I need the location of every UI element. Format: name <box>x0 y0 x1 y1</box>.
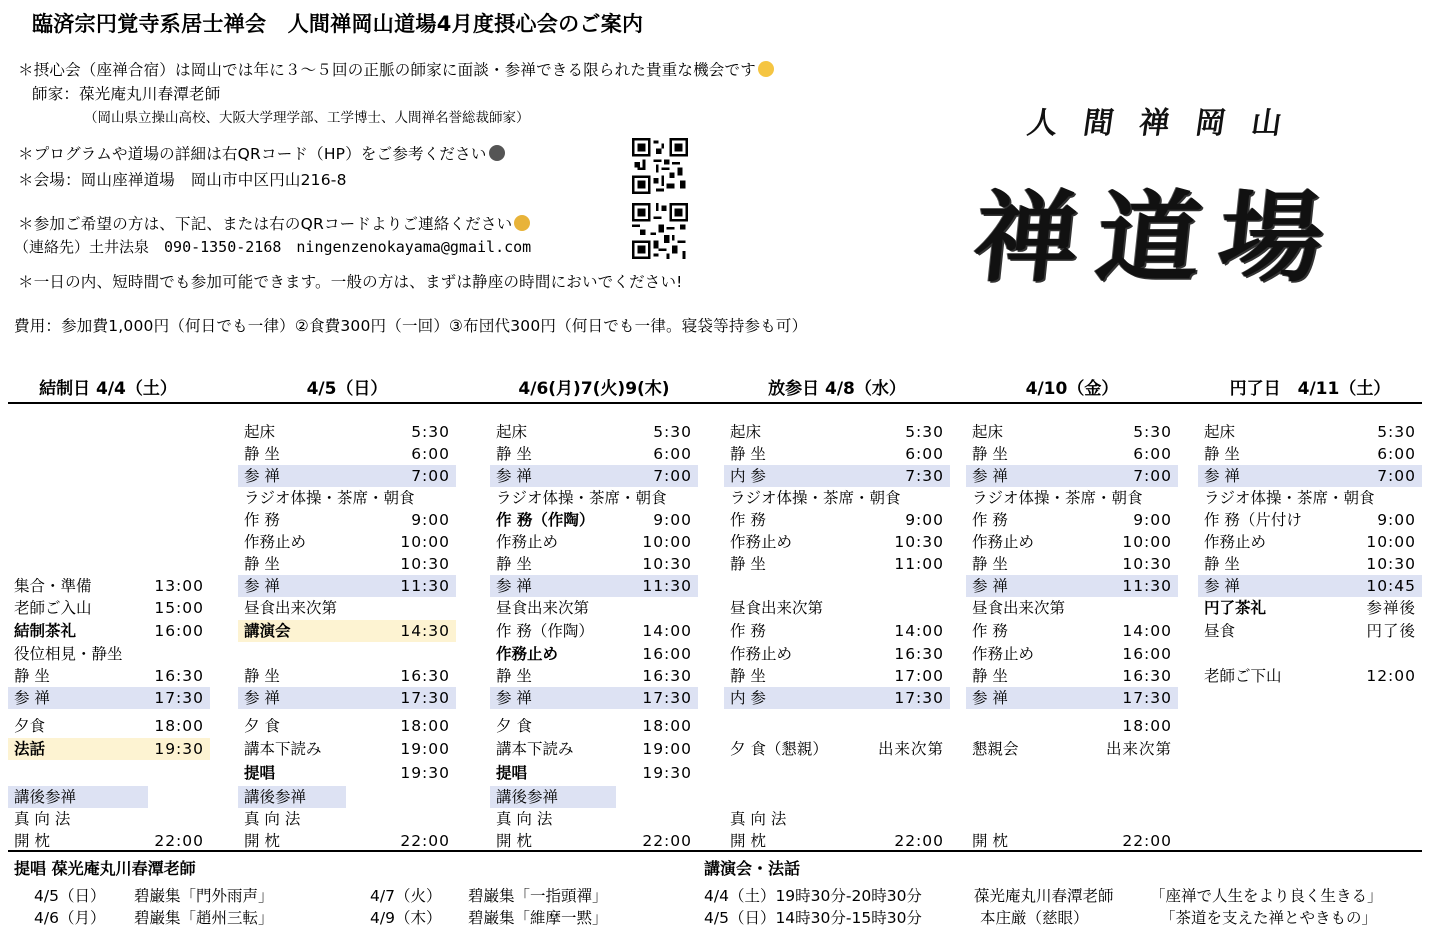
schedule-row <box>966 531 1178 553</box>
schedule-header-day6: 円了日 4/11（土） <box>1229 379 1391 399</box>
schedule-row <box>966 830 1178 852</box>
schedule-time: 10:00 <box>1366 533 1416 551</box>
schedule-activity: 作 務（作陶） <box>496 622 594 640</box>
schedule-time: 出来次第 <box>1105 740 1172 758</box>
schedule-row <box>238 786 346 808</box>
schedule-time: 19:30 <box>642 764 692 782</box>
schedule-time: 12:00 <box>1366 667 1416 685</box>
schedule-activity: 開 枕 <box>972 832 1008 850</box>
schedule-time: 11:30 <box>1122 577 1172 595</box>
schedule-time: 5:30 <box>411 423 450 441</box>
schedule-activity: 静 坐 <box>244 555 280 573</box>
info-line-contact-details: （連絡先）土井法泉 090-1350-2168 ningenzenokayama@gmail.com <box>14 238 532 256</box>
info-line-profile: （岡山県立操山高校、大阪大学理学部、工学博士、人間禅名誉総裁師家） <box>84 110 530 126</box>
schedule-activity: ラジオ体操・茶席・朝食 <box>1204 489 1375 507</box>
schedule-activity: 夕 食 <box>244 717 280 735</box>
schedule-row <box>8 715 210 737</box>
schedule-row <box>724 665 950 687</box>
schedule-header-day4: 放参日 4/8（水） <box>768 379 906 399</box>
schedule-row <box>1198 665 1422 687</box>
schedule-time: 16:30 <box>154 667 204 685</box>
schedule-time: 17:00 <box>894 667 944 685</box>
schedule-activity: 起床 <box>730 423 762 441</box>
schedule-row <box>490 597 698 619</box>
schedule-time: 9:00 <box>411 511 450 529</box>
schedule-time: 5:30 <box>1377 423 1416 441</box>
schedule-time: 10:00 <box>642 533 692 551</box>
schedule-activity: ラジオ体操・茶席・朝食 <box>730 489 901 507</box>
schedule-time: 10:30 <box>894 533 944 551</box>
schedule-row <box>724 421 950 443</box>
schedule-row <box>490 762 698 784</box>
schedule-row <box>8 665 210 687</box>
schedule-time: 7:30 <box>905 467 944 485</box>
schedule-row <box>238 808 456 830</box>
schedule-top-rule <box>8 402 1422 404</box>
schedule-row <box>238 531 456 553</box>
schedule-activity: 作務止め <box>730 645 793 663</box>
schedule-time: 17:30 <box>1122 689 1172 707</box>
lecture-date: 4/5（日）14時30分-15時30分 <box>704 909 922 927</box>
schedule-activity: 昼食出来次第 <box>496 599 590 617</box>
schedule-row <box>8 786 148 808</box>
schedule-row <box>8 597 210 619</box>
schedule-activity: 内 参 <box>730 689 766 707</box>
schedule-time: 22:00 <box>894 832 944 850</box>
schedule-time: 17:30 <box>400 689 450 707</box>
schedule-time: 22:00 <box>642 832 692 850</box>
schedule-activity: 昼食出来次第 <box>244 599 338 617</box>
schedule-row <box>966 738 1178 760</box>
schedule-activity: 参 禅 <box>244 467 280 485</box>
info-text: ＊摂心会（座禅合宿）は岡山では年に３～５回の正脈の師家に面談・参禅できる限られた貴重な機会です <box>18 61 756 79</box>
schedule-time: 出来次第 <box>877 740 944 758</box>
schedule-row <box>238 509 456 531</box>
schedule-row <box>966 553 1178 575</box>
schedule-row <box>966 620 1178 642</box>
schedule-row <box>724 487 950 509</box>
teisho-date: 4/9（木） <box>370 909 442 927</box>
schedule-time: 5:30 <box>905 423 944 441</box>
teisho-text: 碧巌集「趙州三転」 <box>134 909 274 927</box>
raised-hands-icon <box>758 61 774 77</box>
schedule-activity: 静 坐 <box>1204 445 1240 463</box>
dojo-calligraphy-logo <box>968 92 1368 296</box>
schedule-row <box>8 738 210 760</box>
schedule-activity: 作務止め <box>244 533 307 551</box>
schedule-activity: 参 禅 <box>496 689 532 707</box>
schedule-time: 16:30 <box>1122 667 1172 685</box>
schedule-activity: 静 坐 <box>244 445 280 463</box>
schedule-time: 19:00 <box>642 740 692 758</box>
schedule-time: 18:00 <box>400 717 450 735</box>
schedule-activity: 静 坐 <box>972 445 1008 463</box>
schedule-activity: 静 坐 <box>14 667 50 685</box>
schedule-activity: 夕食 <box>14 717 46 735</box>
schedule-activity: 静 坐 <box>244 667 280 685</box>
schedule-activity: 作 務 <box>730 622 766 640</box>
schedule-header-day3: 4/6(月)7(火)9(木) <box>518 379 670 399</box>
schedule-time: 14:00 <box>642 622 692 640</box>
schedule-row <box>490 509 698 531</box>
schedule-row <box>238 715 456 737</box>
schedule-time: 17:30 <box>154 689 204 707</box>
schedule-activity: 静 坐 <box>972 667 1008 685</box>
schedule-activity: 参 禅 <box>496 577 532 595</box>
schedule-row <box>724 620 950 642</box>
schedule-row <box>238 620 456 642</box>
schedule-activity: 参 禅 <box>1204 577 1240 595</box>
teisho-text: 碧巌集「門外雨声」 <box>134 887 274 905</box>
schedule-activity: 講本下読み <box>244 740 322 758</box>
teisho-date: 4/6（月） <box>34 909 106 927</box>
schedule-row <box>724 597 950 619</box>
schedule-row <box>1198 575 1422 597</box>
schedule-time: 10:30 <box>642 555 692 573</box>
schedule-activity: 参 禅 <box>1204 467 1240 485</box>
lecture-topic: 「茶道を支えた禅とやきもの」 <box>1160 909 1378 927</box>
schedule-row <box>1198 553 1422 575</box>
schedule-row <box>490 830 698 852</box>
schedule-row <box>1198 465 1422 487</box>
schedule-row <box>966 443 1178 465</box>
schedule-row <box>490 575 698 597</box>
contact-qr-code[interactable] <box>632 203 688 259</box>
schedule-activity: 役位相見・静坐 <box>14 645 123 663</box>
schedule-activity: 老師ご入山 <box>14 599 92 617</box>
schedule-row <box>490 465 698 487</box>
schedule-activity: 静 坐 <box>972 555 1008 573</box>
info-line-shike: 師家：葆光庵丸川春潭老師 <box>32 85 221 103</box>
lecture-date: 4/4（土）19時30分-20時30分 <box>704 887 922 905</box>
schedule-time: 10:45 <box>1366 577 1416 595</box>
schedule-row <box>490 620 698 642</box>
schedule-row <box>966 465 1178 487</box>
schedule-time: 17:30 <box>642 689 692 707</box>
lecture-heading: 講演会・法話 <box>704 859 801 878</box>
schedule-time: 6:00 <box>905 445 944 463</box>
schedule-row <box>490 665 698 687</box>
schedule-row <box>1198 443 1422 465</box>
schedule-activity: 集合・準備 <box>14 577 92 595</box>
schedule-activity: 真 向 法 <box>496 810 553 828</box>
schedule-time: 11:30 <box>642 577 692 595</box>
lecture-speaker: 本庄厳（慈眼） <box>980 909 1089 927</box>
schedule-activity: 懇親会 <box>972 740 1019 758</box>
schedule-activity: 作務止め <box>972 533 1035 551</box>
schedule-row <box>490 786 616 808</box>
teisho-date: 4/5（日） <box>34 887 106 905</box>
schedule-time: 16:30 <box>894 645 944 663</box>
schedule-time: 22:00 <box>400 832 450 850</box>
schedule-time: 10:30 <box>400 555 450 573</box>
schedule-activity: 開 枕 <box>730 832 766 850</box>
schedule-time: 15:00 <box>154 599 204 617</box>
schedule-row <box>238 762 456 784</box>
schedule-activity: 作 務 <box>244 511 280 529</box>
schedule-row <box>724 830 950 852</box>
schedule-activity: 静 坐 <box>496 555 532 573</box>
schedule-time: 19:30 <box>154 740 204 758</box>
schedule-time: 17:30 <box>894 689 944 707</box>
schedule-row <box>238 553 456 575</box>
schedule-activity: 参 禅 <box>496 467 532 485</box>
schedule-activity: 昼食出来次第 <box>972 599 1066 617</box>
lecture-speaker: 葆光庵丸川春潭老師 <box>974 887 1114 905</box>
info-line-fees: 費用：参加費1,000円（何日でも一律）②食費300円（一回）③布団代300円（何日でも一律。寝袋等持参も可） <box>14 317 808 335</box>
schedule-time: 13:00 <box>154 577 204 595</box>
logo-subtitle: 人間禅岡山 <box>1025 106 1310 141</box>
schedule-time: 参禅後 <box>1366 599 1416 617</box>
schedule-activity: 講後参禅 <box>14 788 77 806</box>
schedule-activity: 参 禅 <box>972 689 1008 707</box>
schedule-row <box>966 687 1178 709</box>
schedule-time: 円了後 <box>1366 622 1416 640</box>
schedule-row <box>966 643 1178 665</box>
schedule-row <box>966 421 1178 443</box>
schedule-row <box>724 553 950 575</box>
schedule-activity: 講本下読み <box>496 740 574 758</box>
info-line-short-stay: ＊一日の内、短時間でも参加可能できます。一般の方は、まずは静座の時間においでください! <box>18 273 683 291</box>
schedule-row <box>1198 487 1422 509</box>
schedule-row <box>8 830 210 852</box>
schedule-activity: 提唱 <box>496 764 528 782</box>
schedule-activity: 開 枕 <box>496 832 532 850</box>
schedule-activity: 真 向 法 <box>14 810 71 828</box>
schedule-time: 9:00 <box>1133 511 1172 529</box>
schedule-time: 18:00 <box>1122 717 1172 735</box>
teisho-date: 4/7（火） <box>370 887 442 905</box>
schedule-row <box>724 443 950 465</box>
schedule-time: 6:00 <box>1133 445 1172 463</box>
schedule-activity: 講後参禅 <box>496 788 559 806</box>
schedule-time: 7:00 <box>411 467 450 485</box>
schedule-row <box>724 465 950 487</box>
schedule-row <box>1198 509 1422 531</box>
schedule-activity: 老師ご下山 <box>1204 667 1282 685</box>
info-text: ＊参加ご希望の方は、下記、または右のQRコードよりご連絡ください <box>18 215 513 233</box>
schedule-row <box>490 421 698 443</box>
schedule-activity: 静 坐 <box>730 445 766 463</box>
schedule-activity: 静 坐 <box>496 445 532 463</box>
schedule-row <box>490 531 698 553</box>
schedule-activity: 作 務（作陶） <box>496 511 595 529</box>
schedule-time: 22:00 <box>154 832 204 850</box>
schedule-activity: 提唱 <box>244 764 276 782</box>
schedule-activity: 参 禅 <box>244 689 280 707</box>
schedule-time: 6:00 <box>411 445 450 463</box>
schedule-activity: 参 禅 <box>244 577 280 595</box>
schedule-activity: 夕 食（懇親） <box>730 740 828 758</box>
schedule-row <box>966 715 1178 737</box>
schedule-bottom-rule <box>8 850 1422 852</box>
schedule-activity: 開 枕 <box>14 832 50 850</box>
schedule-activity: 参 禅 <box>972 467 1008 485</box>
schedule-activity: 作務止め <box>972 645 1035 663</box>
schedule-time: 16:00 <box>642 645 692 663</box>
homepage-qr-code[interactable] <box>632 138 688 194</box>
schedule-row <box>724 738 950 760</box>
schedule-time: 16:30 <box>642 667 692 685</box>
teisho-heading: 提唱 葆光庵丸川春潭老師 <box>14 859 196 878</box>
info-line-contact <box>18 212 530 234</box>
schedule-row <box>490 443 698 465</box>
schedule-activity: ラジオ体操・茶席・朝食 <box>496 489 667 507</box>
schedule-row <box>8 575 210 597</box>
schedule-activity: 静 坐 <box>730 667 766 685</box>
schedule-row <box>966 487 1178 509</box>
schedule-time: 14:00 <box>894 622 944 640</box>
schedule-activity: ラジオ体操・茶席・朝食 <box>972 489 1143 507</box>
schedule-time: 19:30 <box>400 764 450 782</box>
schedule-row <box>1198 421 1422 443</box>
schedule-time: 14:30 <box>400 622 450 640</box>
schedule-row <box>238 443 456 465</box>
lecture-topic: 「座禅で人生をより良く生きる」 <box>1150 887 1383 905</box>
schedule-row <box>966 665 1178 687</box>
schedule-activity: 作 務 <box>730 511 766 529</box>
schedule-activity: 円了茶礼 <box>1204 599 1267 617</box>
schedule-time: 9:00 <box>653 511 692 529</box>
info-line-qr-hp <box>18 142 505 164</box>
schedule-row <box>238 665 456 687</box>
page-title: 臨済宗円覚寺系居士禅会 人間禅岡山道場4月度摂心会のご案内 <box>32 12 644 36</box>
schedule-row <box>238 487 456 509</box>
schedule-row <box>8 620 210 642</box>
schedule-activity: 結制茶礼 <box>14 622 77 640</box>
schedule-activity: 講演会 <box>244 622 291 640</box>
schedule-time: 11:30 <box>400 577 450 595</box>
info-text: ＊プログラムや道場の詳細は右QRコード（HP）をご参考ください <box>18 145 487 163</box>
schedule-activity: 昼食出来次第 <box>730 599 824 617</box>
schedule-activity: 作務止め <box>1204 533 1267 551</box>
schedule-time: 7:00 <box>1377 467 1416 485</box>
schedule-row <box>238 421 456 443</box>
schedule-activity: 参 禅 <box>14 689 50 707</box>
schedule-row <box>238 465 456 487</box>
schedule-time: 19:00 <box>400 740 450 758</box>
schedule-time: 6:00 <box>1377 445 1416 463</box>
schedule-row <box>8 687 210 709</box>
schedule-header-day5: 4/10（金） <box>1025 379 1119 399</box>
schedule-row <box>490 553 698 575</box>
schedule-row <box>238 575 456 597</box>
schedule-time: 14:00 <box>1122 622 1172 640</box>
schedule-time: 18:00 <box>642 717 692 735</box>
schedule-activity: ラジオ体操・茶席・朝食 <box>244 489 415 507</box>
schedule-row <box>8 808 210 830</box>
schedule-activity: 講後参禅 <box>244 788 307 806</box>
info-line-venue: ＊会場：岡山座禅道場 岡山市中区円山216-8 <box>18 171 347 189</box>
schedule-activity: 静 坐 <box>496 667 532 685</box>
schedule-time: 16:00 <box>1122 645 1172 663</box>
teisho-text: 碧巌集「維摩一黙」 <box>468 909 608 927</box>
schedule-time: 16:30 <box>400 667 450 685</box>
schedule-row <box>966 575 1178 597</box>
schedule-row <box>238 738 456 760</box>
schedule-row <box>490 808 698 830</box>
schedule-header-day1: 結制日 4/4（土） <box>39 379 177 399</box>
schedule-time: 10:00 <box>1122 533 1172 551</box>
schedule-time: 18:00 <box>154 717 204 735</box>
schedule-activity: 静 坐 <box>1204 555 1240 573</box>
schedule-row <box>724 643 950 665</box>
schedule-activity: 作務止め <box>730 533 793 551</box>
schedule-activity: 起床 <box>496 423 528 441</box>
logo-main-text: 禅道場 <box>969 178 1348 296</box>
schedule-time: 6:00 <box>653 445 692 463</box>
schedule-row <box>724 509 950 531</box>
schedule-time: 10:30 <box>1122 555 1172 573</box>
schedule-time: 16:00 <box>154 622 204 640</box>
face-icon <box>514 215 530 231</box>
schedule-activity: 参 禅 <box>972 577 1008 595</box>
schedule-time: 9:00 <box>1377 511 1416 529</box>
schedule-activity: 昼食 <box>1204 622 1236 640</box>
schedule-row <box>724 687 950 709</box>
schedule-row <box>966 509 1178 531</box>
schedule-activity: 起床 <box>244 423 276 441</box>
info-line-sesshinkai <box>18 58 774 80</box>
schedule-time: 7:00 <box>1133 467 1172 485</box>
schedule-time: 10:30 <box>1366 555 1416 573</box>
schedule-activity: 起床 <box>1204 423 1236 441</box>
schedule-time: 7:00 <box>653 467 692 485</box>
schedule-row <box>1198 620 1422 642</box>
schedule-row <box>490 687 698 709</box>
schedule-activity: 真 向 法 <box>730 810 787 828</box>
schedule-row <box>1198 597 1422 619</box>
schedule-row <box>8 643 210 665</box>
schedule-row <box>238 687 456 709</box>
schedule-row <box>238 597 456 619</box>
schedule-time: 11:00 <box>894 555 944 573</box>
schedule-row <box>724 531 950 553</box>
schedule-row <box>490 487 698 509</box>
schedule-row <box>724 808 950 830</box>
teisho-text: 碧巌集「一指頭禪」 <box>468 887 608 905</box>
schedule-row <box>490 738 698 760</box>
schedule-activity: 開 枕 <box>244 832 280 850</box>
schedule-time: 5:30 <box>653 423 692 441</box>
schedule-activity: 内 参 <box>730 467 766 485</box>
schedule-activity: 作務止め <box>496 645 559 663</box>
schedule-activity: 真 向 法 <box>244 810 301 828</box>
schedule-row <box>490 715 698 737</box>
schedule-activity: 静 坐 <box>730 555 766 573</box>
schedule-row <box>490 643 698 665</box>
schedule-activity: 作 務 <box>972 622 1008 640</box>
headphones-icon <box>489 145 505 161</box>
schedule-activity: 作 務 <box>972 511 1008 529</box>
schedule-activity: 法話 <box>14 740 46 758</box>
schedule-time: 10:00 <box>400 533 450 551</box>
schedule-time: 5:30 <box>1133 423 1172 441</box>
schedule-activity: 作 務（片付け <box>1204 511 1302 529</box>
schedule-activity: 起床 <box>972 423 1004 441</box>
schedule-row <box>1198 531 1422 553</box>
schedule-header-day2: 4/5（日） <box>306 379 388 399</box>
schedule-activity: 夕 食 <box>496 717 532 735</box>
schedule-row <box>238 830 456 852</box>
schedule-time: 22:00 <box>1122 832 1172 850</box>
schedule-activity: 作務止め <box>496 533 559 551</box>
schedule-time: 9:00 <box>905 511 944 529</box>
schedule-row <box>966 597 1178 619</box>
